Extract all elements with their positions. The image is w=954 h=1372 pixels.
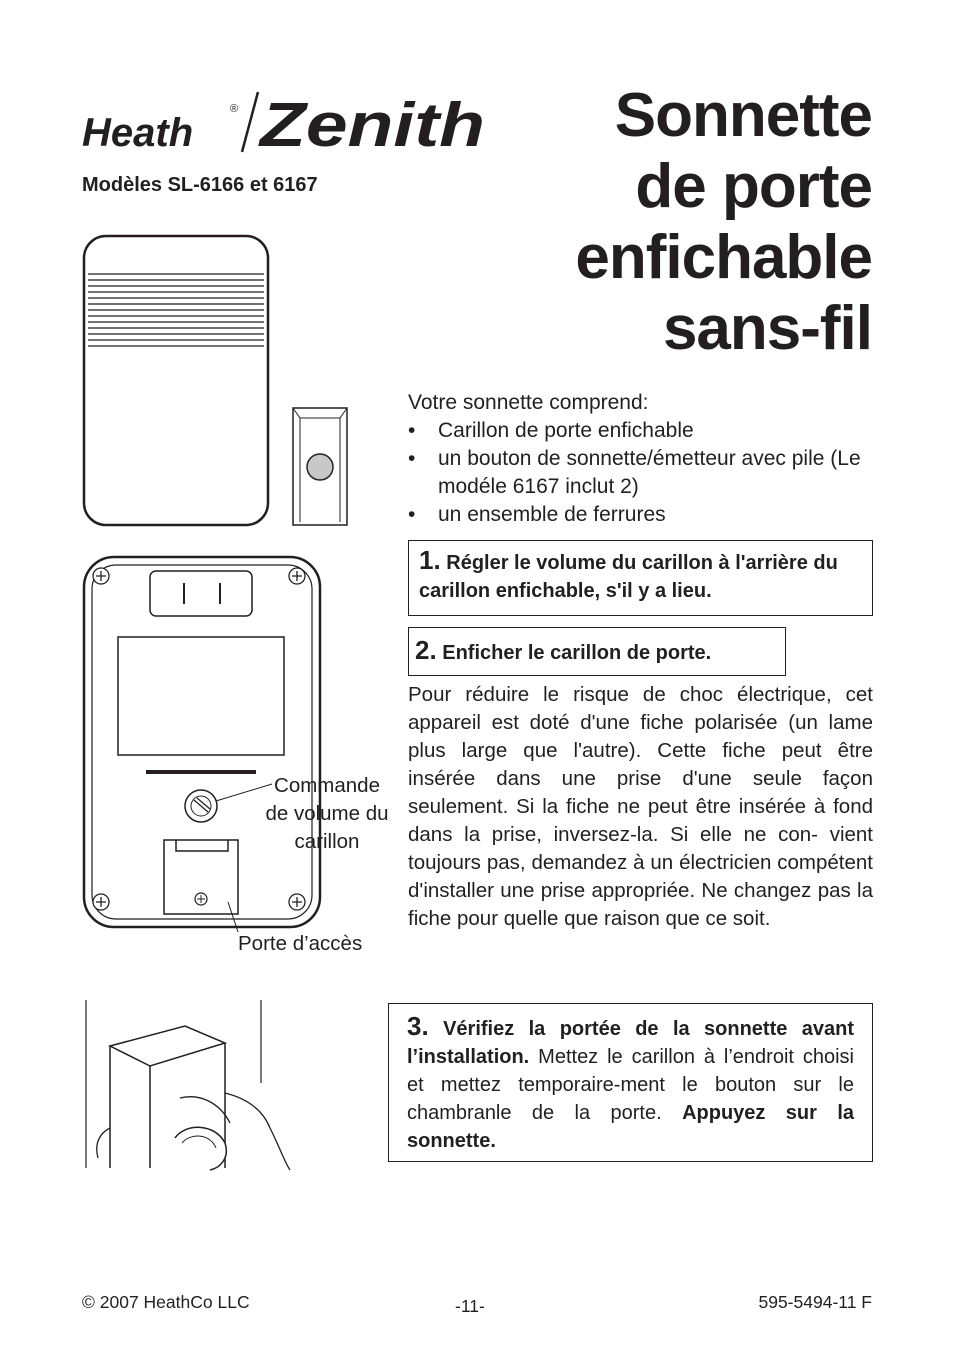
logo-registered-mark: ® — [230, 103, 239, 115]
doorbell-push-button — [307, 454, 333, 480]
step-2-box — [408, 627, 786, 676]
step-1-box — [408, 540, 873, 616]
title-line-3: enfichable — [575, 223, 872, 292]
step-3-bold-tail: Appuyez sur la sonnette. — [407, 1102, 855, 1152]
logo-divider — [242, 92, 258, 152]
list-item: • un ensemble de ferrures — [408, 501, 873, 529]
step-3-text: Mettez le carillon à l’endroit choisi et mettez temporaire-ment le bouton sur le chambranle de la porte. — [407, 1046, 854, 1124]
logo-zenith-text: Zenith — [257, 91, 485, 158]
step-2-number: 2. — [415, 635, 437, 665]
access-door-label: Porte d’accès — [238, 932, 363, 955]
step-1-number: 1. — [419, 545, 441, 575]
model-numbers: Modèles SL-6166 et 6167 — [82, 174, 318, 196]
logo-heath-text: Heath — [82, 111, 194, 155]
footer-copyright: © 2007 HeathCo LLC — [82, 1292, 250, 1312]
step-3-bold-lead: Vérifiez la portée de la sonnette avant l’installation. — [407, 1018, 855, 1068]
volume-control-label: Commande de volume du carillon — [265, 774, 389, 853]
label-panel — [118, 637, 284, 755]
hand-holding-chime-illustration — [80, 998, 300, 1173]
safety-paragraph: Pour réduire le risque de choc électrique, cet appareil est doté d'une fiche polarisée (un lame plus large que l'autre). Cette fiche peut être insérée dans une prise d'une seule façon seulement. Si la fiche ne peut être insérée à fond dans la prise, inversez-la. Si elle ne con- vient toujours pas, demandez à un électricien compétent d'installer une prise appropriée. Ne changez pas la fiche pour quelle que raison que ce soit. — [408, 683, 873, 930]
list-item: • Carillon de porte enfichable — [408, 417, 873, 445]
step-3-number: 3. — [407, 1011, 429, 1041]
contents-lead: Votre sonnette comprend: — [408, 391, 649, 414]
brand-logo — [82, 88, 492, 158]
title-line-2: de porte — [635, 152, 872, 221]
title-line-4: sans-fil — [662, 294, 872, 363]
title-line-1: Sonnette — [614, 81, 872, 150]
plug-prongs — [150, 571, 252, 616]
package-contents — [408, 389, 873, 529]
step-3-box — [388, 1003, 873, 1162]
doorbell-button-illustration — [293, 408, 347, 525]
list-item: • un bouton de sonnette/émetteur avec pile (Le modéle 6167 inclut 2) — [408, 445, 873, 501]
chime-front-illustration — [80, 232, 360, 532]
chime-back-illustration — [80, 552, 340, 932]
step-1-text: Régler le volume du carillon à l'arrière du carillon enfichable, s'il y a lieu. — [419, 552, 838, 602]
footer-page-number: -11- — [455, 1296, 485, 1316]
page-title — [512, 80, 872, 364]
step-2-text: Enficher le carillon de porte. — [442, 642, 712, 664]
footer-doc-number: 595-5494-11 F — [758, 1292, 872, 1312]
